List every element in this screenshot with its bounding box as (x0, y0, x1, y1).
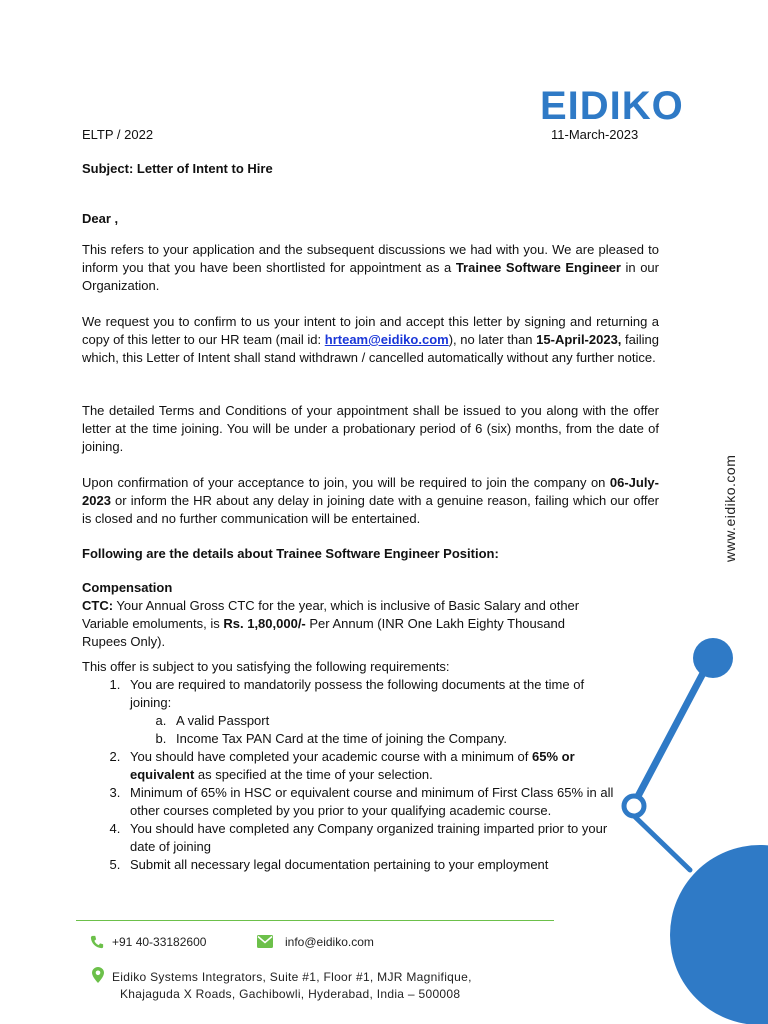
p4-text-end: or inform the HR about any delay in joining date with a genuine reason, failing which our offer is closed and no further communication will be entertained. (82, 493, 659, 526)
requirement-2-text-end: as specified at the time of your selection. (194, 767, 433, 782)
subject-line: Subject: Letter of Intent to Hire (82, 161, 273, 176)
requirement-item (124, 820, 624, 856)
requirements-intro: This offer is subject to you satisfying the following requirements: (82, 659, 450, 674)
reference-number: ELTP / 2022 (82, 127, 154, 142)
p2-text-mid: ), no later than (448, 332, 537, 347)
footer-address-line2: Khajaguda X Roads, Gachibowli, Hyderabad, India – 500008 (120, 987, 461, 1001)
p4-text: Upon confirmation of your acceptance to join, you will be required to join the company on (82, 475, 610, 490)
ctc-amount: Rs. 1,80,000/- (223, 616, 306, 631)
p4-joining-date: 06-July-2023 (82, 475, 659, 508)
company-logo: EIDIKO (540, 84, 684, 128)
p1-position: Trainee Software Engineer (455, 260, 621, 275)
footer-phone: +91 40-33182600 (112, 935, 207, 949)
requirement-4-text: You should have completed any Company organized training imparted prior to your date of joining (130, 821, 608, 854)
requirement-item (124, 676, 624, 748)
website-vertical (722, 452, 742, 562)
requirement-item (124, 856, 624, 874)
footer-divider (76, 920, 554, 921)
p2-deadline: 15-April-2023, (536, 332, 622, 347)
ctc-text-end: Per Annum (INR One Lakh Eighty Thousand Rupees Only). (82, 616, 565, 649)
website-text: www.eidiko.com (722, 454, 738, 562)
requirement-1b-text: Income Tax PAN Card at the time of joining the Company. (176, 731, 507, 746)
requirement-subitem (170, 730, 624, 748)
requirement-2-bold: 65% or equivalent (130, 749, 575, 782)
requirement-item (124, 784, 624, 820)
requirement-2-text: You should have completed your academic course with a minimum of (130, 749, 533, 764)
compensation-heading: Compensation (82, 580, 173, 595)
requirement-item (124, 748, 624, 784)
p1-text: This refers to your application and the subsequent discussions we had with you. We are pleased to inform you that you have been shortlisted for appointment as a (82, 242, 659, 275)
salutation: Dear , (82, 211, 119, 226)
paragraph-joining (82, 474, 659, 528)
footer-address-line1: Eidiko Systems Integrators, Suite #1, Floor #1, MJR Magnifique, (112, 970, 472, 984)
phone-icon (90, 935, 104, 949)
hr-email-link[interactable]: hrteam@eidiko.com (324, 332, 449, 347)
requirement-subitem (170, 712, 624, 730)
p2-text-end: failing which, this Letter of Intent shall stand withdrawn / cancelled automatically without any further notice. (82, 332, 659, 365)
ctc-text: Your Annual Gross CTC for the year, which is inclusive of Basic Salary and other Variable emoluments, is (82, 598, 580, 631)
paragraph-appointment (82, 241, 659, 295)
location-pin-icon (92, 967, 104, 983)
p1-text-end: in our Organization. (82, 260, 659, 293)
requirement-1a-text: A valid Passport (176, 713, 270, 728)
compensation-text (82, 597, 602, 651)
requirement-1-text: You are required to mandatorily possess the following documents at the time of joining: (130, 677, 585, 710)
ctc-label: CTC: (82, 598, 114, 613)
paragraph-confirmation (82, 313, 659, 367)
requirement-5-text: Submit all necessary legal documentation pertaining to your employment (130, 857, 549, 872)
paragraph-terms: The detailed Terms and Conditions of your appointment shall be issued to you along with the offer letter at the time joining. You will be under a probationary period of 6 (six) months, from the date of joining. (82, 403, 659, 454)
requirements-list (76, 676, 624, 874)
p2-text: We request you to confirm to us your intent to join and accept this letter by signing and returning a copy of this letter to our HR team (mail id: (82, 314, 659, 347)
details-heading: Following are the details about Trainee Software Engineer Position: (82, 546, 499, 561)
mail-icon (257, 935, 273, 948)
footer-email[interactable]: info@eidiko.com (285, 935, 374, 949)
letter-date: 11-March-2023 (551, 127, 639, 142)
requirement-3-text: Minimum of 65% in HSC or equivalent course and minimum of First Class 65% in all other courses completed by you prior to your qualifying academic course. (130, 785, 614, 818)
